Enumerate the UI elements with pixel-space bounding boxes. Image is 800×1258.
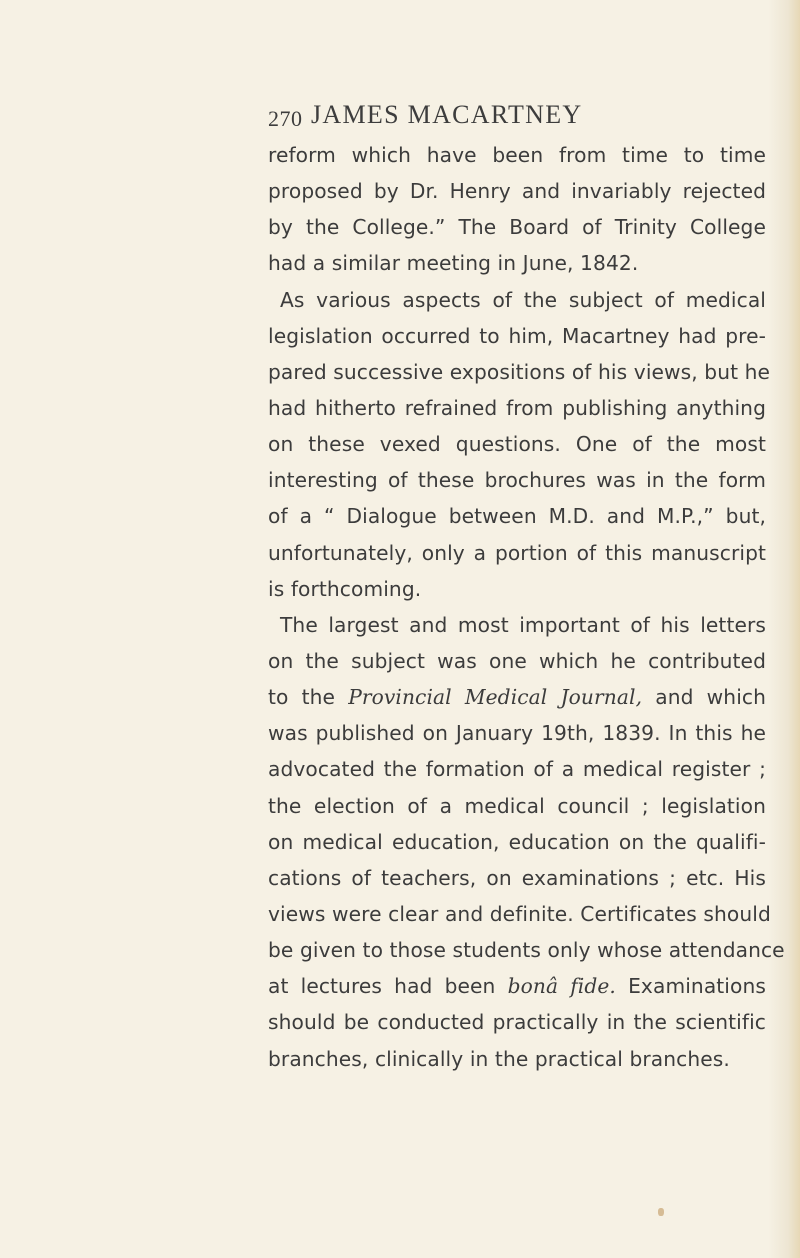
text-line: by the College.” The Board of Trinity College [268,215,766,240]
body-text [268,137,785,1077]
text-line: views were clear and definite. Certificates should [268,901,771,926]
running-title: JAMES MACARTNEY [311,100,583,129]
paragraph-end-line: is forthcoming. [268,576,422,601]
text-line: pared successive expositions of his views, but he [268,359,771,384]
text-line-with-italic [268,968,766,1004]
text-segment: and which [655,685,766,710]
journal-title-italic: Provincial Medical Journal, [348,685,643,710]
text-line: on medical education, education on the qualifi- [268,829,766,854]
text-line: legislation occurred to him, Macartney had pre- [268,323,766,348]
text-line: should be conducted practically in the scientific [268,1010,766,1035]
text-line: unfortunately, only a portion of this manuscript [268,540,766,565]
text-line: be given to those students only whose attendance [268,938,785,963]
paragraph-end-line: branches, clinically in the practical branches. [268,1046,730,1071]
text-line: had hitherto refrained from publishing anything [268,395,766,420]
text-line: was published on January 19th, 1839. In this he [268,721,766,746]
text-line: on the subject was one which he contributed [268,648,766,673]
text-segment: at lectures had been [268,974,496,999]
page-number: 270 [268,106,303,131]
text-line: on these vexed questions. One of the most [268,432,766,457]
paragraph-end-line: had a similar meeting in June, 1842. [268,251,639,276]
text-line-with-italic [268,679,766,715]
running-head [0,100,800,140]
text-segment: Examinations [628,974,766,999]
text-line: advocated the formation of a medical register ; [268,757,766,782]
paragraph-start-line: The largest and most important of his letters [280,612,766,637]
text-line: the election of a medical council ; legislation [268,793,766,818]
paragraph-start-line: As various aspects of the subject of medical [280,287,766,312]
text-line: proposed by Dr. Henry and invariably rejected [268,179,766,204]
latin-phrase-italic: bonâ fide. [507,974,616,999]
text-segment: to the [268,685,336,710]
ink-smudge [658,1208,664,1216]
text-line: cations of teachers, on examinations ; etc. His [268,865,766,890]
text-line: interesting of these brochures was in the form [268,468,766,493]
text-line: reform which have been from time to time [268,143,766,167]
text-line: of a “ Dialogue between M.D. and M.P.,” but, [268,504,766,529]
